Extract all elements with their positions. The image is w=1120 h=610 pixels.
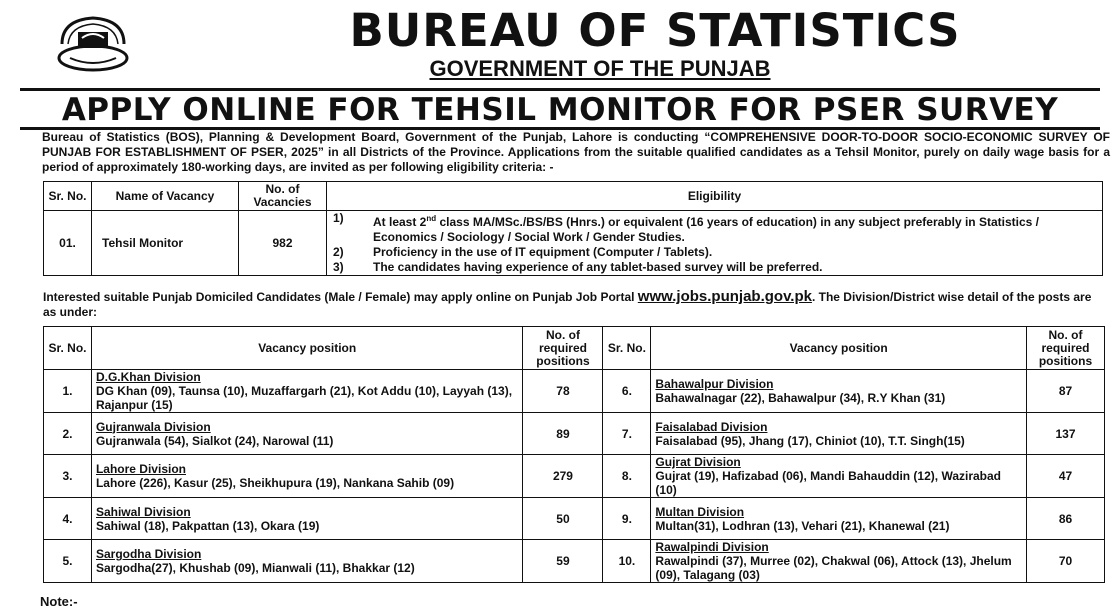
- header-sr: Sr. No.: [44, 327, 92, 370]
- division-position: [91, 498, 523, 540]
- header-sr: Sr. No.: [44, 182, 92, 211]
- page-title: BUREAU OF STATISTICS: [349, 4, 961, 57]
- table-row: [44, 498, 1105, 540]
- division-table-header: [44, 327, 1105, 370]
- headline-text: APPLY ONLINE FOR TEHSIL MONITOR FOR PSER SURVEY: [61, 92, 1059, 128]
- intro-paragraph: [42, 130, 1110, 175]
- header-required: No. of required positions: [1026, 327, 1104, 370]
- vacancy-table: [43, 181, 1103, 276]
- division-districts: Gujranwala (54), Sialkot (24), Narowal (11): [95, 433, 334, 448]
- division-required-count: 87: [1026, 370, 1104, 413]
- division-name: Gujrat Division: [655, 455, 741, 469]
- division-required-count: 47: [1026, 455, 1104, 498]
- header-eligibility: Eligibility: [327, 182, 1103, 211]
- page-subtitle: GOVERNMENT OF THE PUNJAB: [429, 56, 771, 81]
- division-districts: Bahawalnagar (22), Bahawalpur (34), R.Y Khan (31): [655, 391, 946, 405]
- application-instructions: Interested suitable Punjab Domiciled Candidates (Male / Female) may apply online on Punjab Job Portal www.jobs.punjab.gov.pk. The Division/District wise detail of the posts are as under:: [43, 288, 1092, 319]
- criteria-item: 3) The candidates having experience of any tablet-based survey will be preferred.: [333, 260, 823, 274]
- survey-name: “COMPREHENSIVE DOOR-TO-DOOR SOCIO-ECONOMIC SURVEY OF PUNJAB FOR ESTABLISHMENT OF PSER, 2025”: [42, 130, 1110, 159]
- division-required-count: 78: [523, 370, 603, 413]
- header-sr: Sr. No.: [603, 327, 651, 370]
- division-name: Bahawalpur Division: [655, 377, 774, 391]
- criteria-item: 1) At least 2nd class MA/MSc./BS/BS (Hnrs.) or equivalent (16 years of education) in any subject preferably in Statistics / Economics / Sociology / Social Work / Gender Studies.: [333, 211, 1039, 244]
- division-name: Lahore Division: [95, 462, 186, 476]
- division-position: [91, 455, 523, 498]
- headline-banner: [20, 88, 1100, 130]
- division-name: Rawalpindi Division: [655, 540, 769, 554]
- criteria-item: 2) Proficiency in the use of IT equipment (Computer / Tablets).: [333, 245, 713, 259]
- division-position: [651, 413, 1027, 455]
- division-required-count: 89: [523, 413, 603, 455]
- table-row: [44, 370, 1105, 413]
- job-portal-link[interactable]: www.jobs.punjab.gov.pk: [637, 288, 812, 305]
- division-sr: 4.: [44, 498, 92, 540]
- division-sr: 8.: [603, 455, 651, 498]
- division-required-count: 59: [523, 540, 603, 583]
- division-districts: Rawalpindi (37), Murree (02), Chakwal (06), Attock (13), Jhelum (09), Talagang (03): [655, 554, 1012, 582]
- division-name: Gujranwala Division: [95, 419, 211, 434]
- header-required: No. of required positions: [523, 327, 603, 370]
- division-required-count: 279: [523, 455, 603, 498]
- division-districts: Sargodha(27), Khushab (09), Mianwali (11), Bhakkar (12): [95, 561, 415, 575]
- note-heading: Note:-: [40, 594, 78, 609]
- table-row: [44, 455, 1105, 498]
- table-row: [44, 540, 1105, 583]
- division-districts: Faisalabad (95), Jhang (17), Chiniot (10), T.T. Singh(15): [655, 433, 965, 448]
- header-position: Vacancy position: [91, 327, 523, 370]
- intro-text-2: in all Districts of the Province. Applications from the suitable qualified candidates as a Tehsil Monitor, purely on daily wage basis for a period of approximately 180-working days, are invited as per following eligibility criteria: -: [42, 145, 1110, 174]
- vacancy-table-header: [44, 182, 1103, 211]
- division-sr: 3.: [44, 455, 92, 498]
- division-position: [651, 455, 1027, 498]
- division-districts: Gujrat (19), Hafizabad (06), Mandi Bahauddin (12), Wazirabad (10): [655, 469, 1002, 497]
- division-sr: 2.: [44, 413, 92, 455]
- division-position: [91, 540, 523, 583]
- vacancy-name: Tehsil Monitor: [92, 211, 239, 276]
- eligibility-criteria: [327, 211, 1103, 276]
- division-sr: 1.: [44, 370, 92, 413]
- division-name: Sahiwal Division: [95, 504, 191, 519]
- division-position: [651, 540, 1027, 583]
- division-name: Faisalabad Division: [655, 419, 768, 434]
- header-position: Vacancy position: [651, 327, 1027, 370]
- division-sr: 5.: [44, 540, 92, 583]
- vacancy-sr: 01.: [44, 211, 92, 276]
- division-sr: 6.: [603, 370, 651, 413]
- table-row: [44, 211, 1103, 276]
- division-required-count: 50: [523, 498, 603, 540]
- division-table: [43, 326, 1105, 583]
- punjab-government-logo: [56, 14, 130, 74]
- division-required-count: 86: [1026, 498, 1104, 540]
- division-districts: Multan(31), Lodhran (13), Vehari (21), Khanewal (21): [655, 518, 950, 533]
- division-name: Multan Division: [655, 504, 745, 519]
- table-row: [44, 413, 1105, 455]
- division-sr: 9.: [603, 498, 651, 540]
- division-districts: Sahiwal (18), Pakpattan (13), Okara (19): [95, 518, 320, 533]
- division-position: [91, 370, 523, 413]
- division-position: [651, 370, 1027, 413]
- division-districts: DG Khan (09), Taunsa (10), Muzaffargarh (21), Kot Addu (10), Layyah (13), Rajanpur (15): [95, 384, 513, 412]
- header-vacancy-count: No. of Vacancies: [239, 182, 327, 211]
- header-vacancy-name: Name of Vacancy: [92, 182, 239, 211]
- vacancy-count: 982: [239, 211, 327, 276]
- division-position: [91, 413, 523, 455]
- division-name: Sargodha Division: [95, 547, 202, 561]
- intro-text-1: Bureau of Statistics (BOS), Planning & Development Board, Government of the Punjab, Lahore is conducting: [42, 130, 705, 144]
- division-required-count: 137: [1026, 413, 1104, 455]
- division-sr: 7.: [603, 413, 651, 455]
- division-sr: 10.: [603, 540, 651, 583]
- division-name: D.G.Khan Division: [95, 370, 201, 384]
- division-required-count: 70: [1026, 540, 1104, 583]
- division-position: [651, 498, 1027, 540]
- division-districts: Lahore (226), Kasur (25), Sheikhupura (19), Nankana Sahib (09): [95, 476, 455, 490]
